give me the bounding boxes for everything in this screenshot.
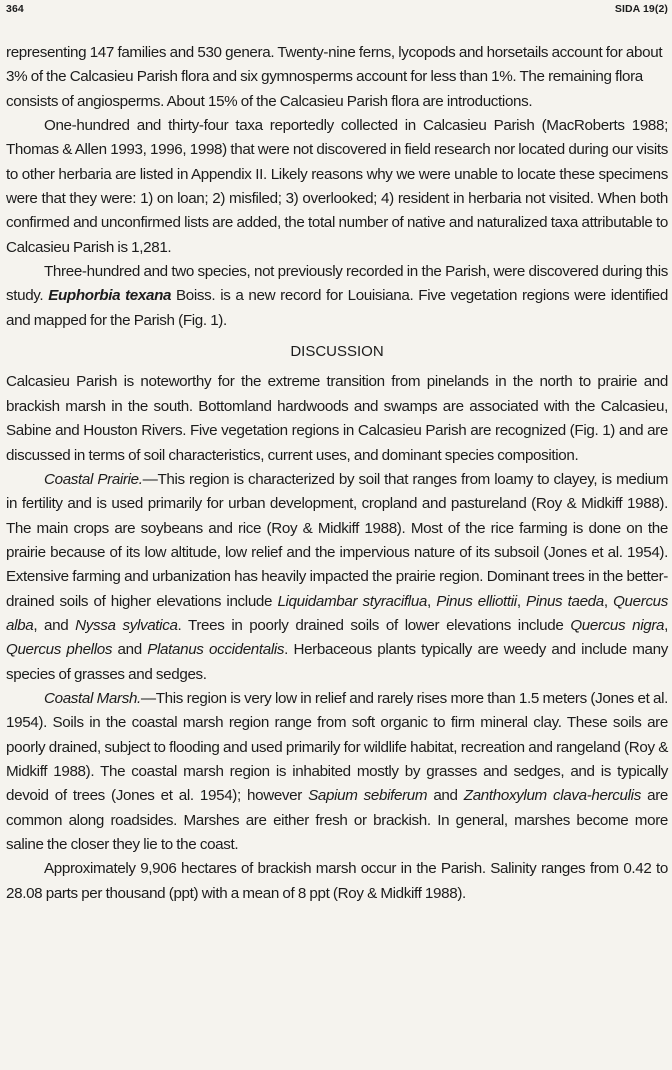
marsh-text-a: —This region is very low in relief and rarely rises more than 1.5 meters (Jones et al. 1954). Soils in the coastal marsh region range from soft organic to firm mineral clay. These soils are poorly drained, subject to flooding and used primarily for wildlife habitat, recreation and rangeland (Roy & Midkiff 1988). The coastal marsh region is inhabited mostly by grasses and sedges, and is typically devoid of trees (Jones et al. 1954); however <box>6 689 668 805</box>
run-in-heading-coastal-marsh: Coastal Marsh. <box>44 689 141 707</box>
species-name: Platanus occidentalis <box>147 641 285 659</box>
paragraph-new-records <box>6 260 668 333</box>
paragraph-discussion-intro: Calcasieu Parish is noteworthy for the extreme transition from pinelands in the north to prairie and brackish marsh in the south. Bottomland hardwoods and swamps are associated with the Calcasieu, Sabine and Houston Rivers. Five vegetation regions in Calcasieu Parish are recognized (Fig. 1) and are discussed in terms of soil characteristics, current uses, and dominant species composition. <box>6 373 668 464</box>
species-name: Quercus nigra <box>570 616 665 634</box>
species-name: Nyssa sylvatica <box>75 616 178 634</box>
paragraph-brackish-marsh: Approximately 9,906 hectares of brackish marsh occur in the Parish. Salinity ranges from 0.42 to 28.08 parts per thousand (ppt) with a mean of 8 ppt (Roy & Midkiff 1988). <box>6 860 668 902</box>
taxon-euphorbia-texana: Euphorbia texana <box>48 287 172 305</box>
page-number: 364 <box>6 3 24 15</box>
separator: , <box>603 592 614 610</box>
prairie-text-c: . Herbaceous plants typically are weedy and include many species of grasses and sedges. <box>6 641 668 683</box>
journal-identifier: SIDA 19(2) <box>614 3 668 15</box>
separator: , <box>427 592 437 610</box>
prairie-text-a: —This region is characterized by soil that ranges from loamy to clayey, is medium in fertility and is used primarily for urban development, cropland and pastureland (Roy & Midkiff 1988). The main crops are soybeans and rice (Roy & Midkiff 1988). Most of the rice farming is done on the prairie because of its low altitude, low relief and the impervious nature of its subsoil (Jones et al. 1954). Extensive farming and urbanization has heavily impacted the prairie region. Dominant trees in the better-drained soils of higher elevations include <box>6 470 668 610</box>
paragraph-flora-summary: representing 147 families and 530 genera. Twenty-nine ferns, lycopods and horsetails account for about 3% of the Calcasieu Parish flora and six gymnosperms account for less than 1%. The remaining flora consists of angiosperms. About 15% of the Calcasieu Parish flora are introductions. <box>6 44 663 110</box>
separator: , <box>516 592 527 610</box>
marsh-text-b: are common along roadsides. Marshes are either fresh or brackish. In general, marshes become more saline the closer they lie to the coast. <box>6 787 668 853</box>
species-name: Quercus alba <box>6 592 669 634</box>
paragraph-unlocated-taxa: One-hundred and thirty-four taxa reportedly collected in Calcasieu Parish (MacRoberts 1988; Thomas & Allen 1993, 1996, 1998) that were not discovered in field research nor located during our visits to other herbaria are listed in Appendix II. Likely reasons why we were unable to locate these specimens were that they were: 1) on loan; 2) misfiled; 3) overlooked; 4) resident in herbaria not visited. When both confirmed and unconfirmed lists are added, the total number of native and naturalized taxa attributable to Calcasieu Parish is 1,281. <box>6 117 668 256</box>
new-records-text-b: Boiss. is a new record for Louisiana. Five vegetation regions were identified and mapped for the Parish (Fig. 1). <box>6 287 668 329</box>
species-name: Quercus phellos <box>6 641 113 659</box>
species-name: Liquidambar styraciflua <box>277 592 428 610</box>
separator: and <box>427 787 464 805</box>
new-records-text-a: Three-hundred and two species, not previously recorded in the Parish, were discovered during this study. <box>6 263 668 305</box>
section-heading-discussion: DISCUSSION <box>290 343 384 361</box>
species-name: Pinus taeda <box>526 592 604 610</box>
separator: , and <box>33 616 76 634</box>
species-name: Zanthoxylum clava-herculis <box>463 787 641 805</box>
species-name: Pinus elliottii <box>436 592 517 610</box>
running-head <box>6 3 668 17</box>
run-in-heading-coastal-prairie: Coastal Prairie. <box>44 470 143 488</box>
separator: , <box>664 616 668 634</box>
body-text <box>6 41 668 906</box>
species-name: Sapium sebiferum <box>308 787 428 805</box>
separator: and <box>112 641 148 659</box>
paragraph-coastal-marsh <box>6 687 668 857</box>
paragraph-coastal-prairie <box>6 468 668 687</box>
prairie-text-b: . Trees in poorly drained soils of lower elevations include <box>177 616 571 634</box>
